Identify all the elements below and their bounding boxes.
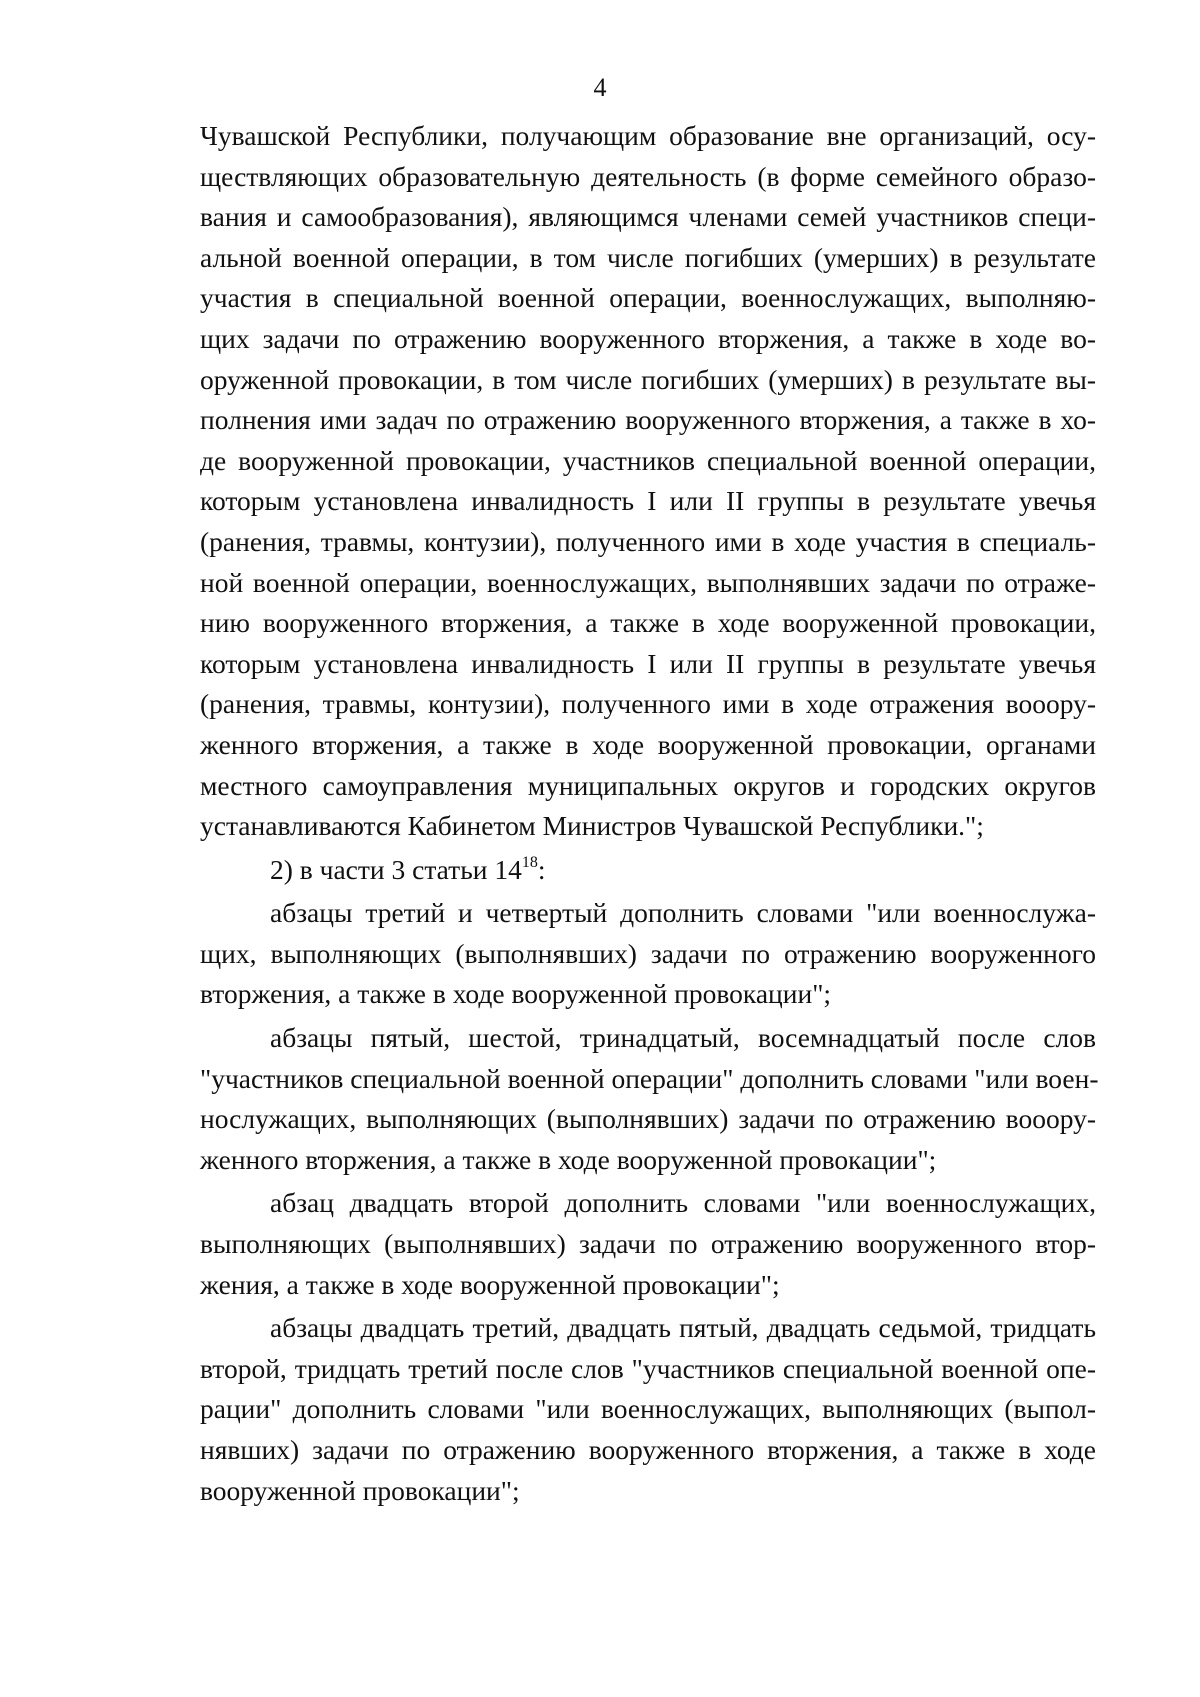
text-line: щих задачи по отражению вооруженного вторжения, а также в ходе во-: [200, 322, 1096, 354]
text-line: ществляющих образовательную деятельность (в форме семейного образо-: [200, 160, 1096, 192]
paragraph-amendment: [200, 1183, 1096, 1305]
item-heading: [200, 850, 1096, 891]
text-line: нослужащих, выполняющих (выполнявших) задачи по отражению вооору-: [200, 1103, 1096, 1135]
text-line: вооруженной провокации";: [200, 1474, 520, 1506]
text-line: де вооруженной провокации, участников специальной военной операции,: [200, 444, 1096, 476]
text-line: ной военной операции, военнослужащих, выполнявших задачи по отраже-: [200, 566, 1096, 598]
item-superscript: 18: [521, 853, 538, 871]
text-line: устанавливаются Кабинетом Министров Чувашской Республики.";: [200, 810, 984, 842]
paragraph-amendment: [200, 1018, 1099, 1180]
text-line: второй, тридцать третий после слов "участников специальной военной опе-: [200, 1352, 1096, 1384]
text-line: абзац двадцать второй дополнить словами "или военнослужащих,: [270, 1187, 1096, 1219]
text-line: которым установлена инвалидность I или II группы в результате увечья: [200, 647, 1096, 679]
page-number: 4: [593, 73, 607, 102]
text-line: полнения ими задач по отражению вооруженного вторжения, а также в хо-: [200, 404, 1096, 436]
text-line: жения, а также в ходе вооруженной провокации";: [200, 1268, 780, 1300]
text-line: нявших) задачи по отражению вооруженного вторжения, а также в ходе: [200, 1434, 1096, 1465]
text-line: (ранения, травмы, контузии), полученного ими в ходе участия в специаль-: [200, 525, 1096, 557]
text-line: местного самоуправления муниципальных округов и городских округов: [200, 769, 1096, 801]
text-line: [200, 850, 1096, 891]
paragraph-continuation: [200, 116, 1096, 847]
text-line: "участников специальной военной операции" дополнить словами "или воен-: [200, 1062, 1099, 1094]
text-line: участия в специальной военной операции, военнослужащих, выполняю-: [200, 282, 1096, 314]
text-line: вторжения, а также в ходе вооруженной провокации";: [200, 978, 832, 1010]
text-line: Чувашской Республики, получающим образование вне организаций, осу-: [200, 120, 1096, 151]
paragraph-amendment: [200, 1308, 1096, 1511]
text-line: которым установлена инвалидность I или II группы в результате увечья: [200, 485, 1096, 517]
text-line: выполняющих (выполнявших) задачи по отражению вооруженного втор-: [200, 1228, 1096, 1260]
text-line: вания и самообразования), являющимся членами семей участников специ-: [200, 201, 1096, 233]
document-body: [200, 116, 1099, 1511]
text-line: женного вторжения, а также в ходе вооруженной провокации";: [200, 1143, 937, 1175]
text-line: абзацы пятый, шестой, тринадцатый, восемнадцатый после слов: [270, 1022, 1096, 1054]
text-line: оруженной провокации, в том числе погибших (умерших) в результате вы-: [200, 363, 1096, 395]
item-suffix: :: [537, 853, 546, 885]
text-line: абзацы двадцать третий, двадцать пятый, двадцать седьмой, тридцать: [270, 1312, 1096, 1344]
text-line: абзацы третий и четвертый дополнить словами "или военнослужа-: [270, 897, 1096, 929]
text-line: рации" дополнить словами "или военнослужащих, выполняющих (выпол-: [200, 1393, 1096, 1425]
text-line: женного вторжения, а также в ходе вооруженной провокации, органами: [200, 728, 1096, 760]
text-line: нию вооруженного вторжения, а также в ходе вооруженной провокации,: [200, 607, 1096, 639]
text-line: альной военной операции, в том числе погибших (умерших) в результате: [200, 241, 1096, 273]
item-prefix: 2) в части 3 статьи 14: [270, 853, 522, 885]
text-line: (ранения, травмы, контузии), полученного ими в ходе отражения вооору-: [200, 688, 1096, 720]
paragraph-amendment: [200, 893, 1096, 1015]
text-line: щих, выполняющих (выполнявших) задачи по отражению вооруженного: [200, 937, 1096, 969]
